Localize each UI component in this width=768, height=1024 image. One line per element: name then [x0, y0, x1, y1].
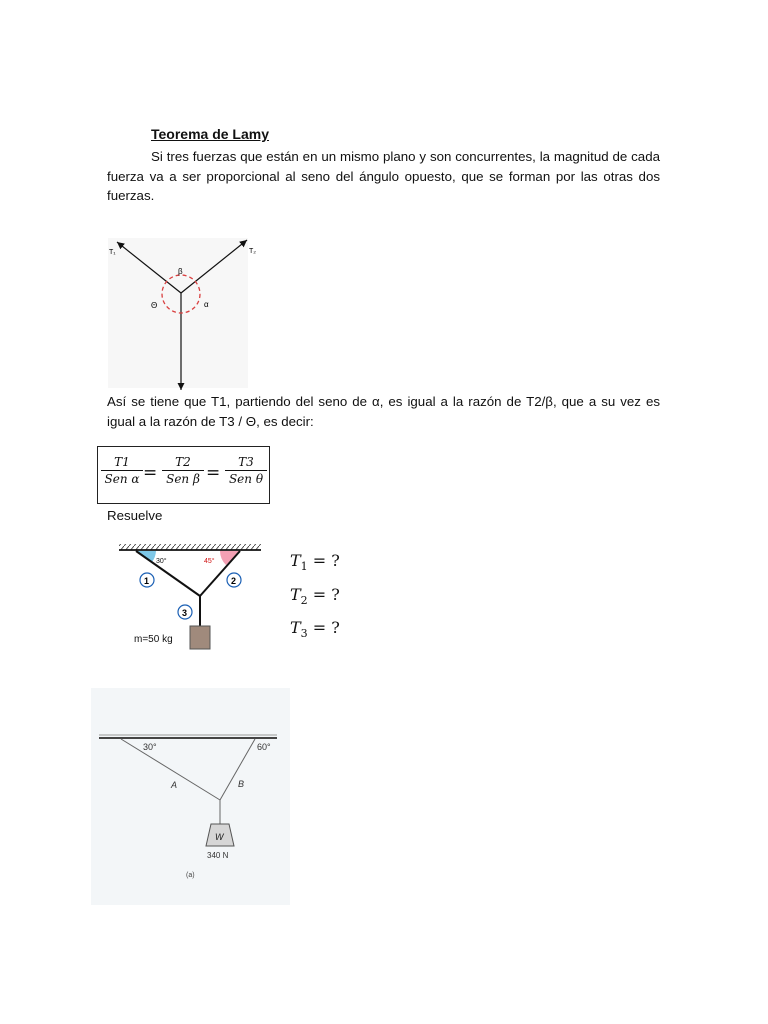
rope-a-label: A [171, 780, 178, 790]
angle-30-label: 30° [156, 558, 167, 565]
fraction-1-numerator: T1 [101, 455, 143, 471]
problem-2-diagram [91, 688, 290, 905]
question-part: T [290, 618, 301, 637]
resuelve-label: Resuelve [107, 508, 163, 523]
weight-symbol: W [215, 832, 224, 842]
angle-30-label-2: 30° [143, 742, 157, 752]
fraction-1 [101, 455, 143, 486]
document-title: Teorema de Lamy [151, 126, 270, 142]
rope-b [220, 739, 255, 800]
weight-value: 340 N [207, 851, 229, 860]
rope-b-label: B [238, 779, 245, 789]
concurrent-forces-diagram [104, 234, 269, 394]
fraction-3 [225, 455, 267, 486]
angle-60-label: 60° [257, 742, 271, 752]
lamy-explanation: Así se tiene que T1, partiendo del seno de α, es igual a la razón de T2/β, que a su vez es igual a la razón de T3 / Θ, es decir: [107, 394, 660, 429]
problem-1-diagram [114, 540, 264, 655]
theta-label: Θ [151, 301, 158, 310]
fraction-2-numerator: T2 [162, 455, 204, 471]
question-t3 [290, 618, 340, 640]
mass-block [190, 626, 210, 649]
question-part: 1 [300, 560, 308, 574]
circle-2-label: 2 [231, 576, 237, 586]
angle-45-label: 45° [204, 558, 215, 565]
question-part: = ? [307, 551, 340, 570]
fraction-2-denominator: Sen β [166, 472, 200, 486]
question-part: T [290, 551, 301, 570]
lamy-formula [97, 446, 270, 504]
equals-sign-1: = [143, 463, 158, 483]
fraction-3-numerator: T3 [225, 455, 267, 471]
question-part: 3 [300, 627, 308, 641]
question-part: 2 [300, 594, 308, 608]
question-t2 [290, 585, 340, 607]
rope-a [121, 739, 220, 800]
fraction-3-denominator: Sen θ [228, 472, 264, 486]
question-part: T [290, 585, 301, 604]
mass-label: m=50 kg [134, 634, 173, 645]
figure-caption: (a) [186, 872, 195, 879]
ceiling-hatch [119, 544, 261, 550]
fraction-1-denominator: Sen α [104, 472, 140, 486]
beta-label: β [178, 267, 183, 276]
question-part: = ? [307, 618, 340, 637]
question-part: = ? [307, 585, 340, 604]
lamy-definition: Si tres fuerzas que están en un mismo plano y son concurrentes, la magnitud de cada fuerza va a ser proporcional al seno del ángulo opuesto, que se forman por las otras dos fuerzas. [107, 149, 660, 203]
alpha-label: α [204, 300, 209, 309]
circle-3-label: 3 [182, 608, 188, 618]
t2-label: T₂ [249, 248, 256, 255]
circle-1-label: 1 [144, 576, 150, 586]
fraction-2 [162, 455, 204, 486]
equals-sign-2: = [206, 463, 221, 483]
question-t1 [290, 551, 340, 573]
t1-label: T₁ [109, 249, 116, 256]
